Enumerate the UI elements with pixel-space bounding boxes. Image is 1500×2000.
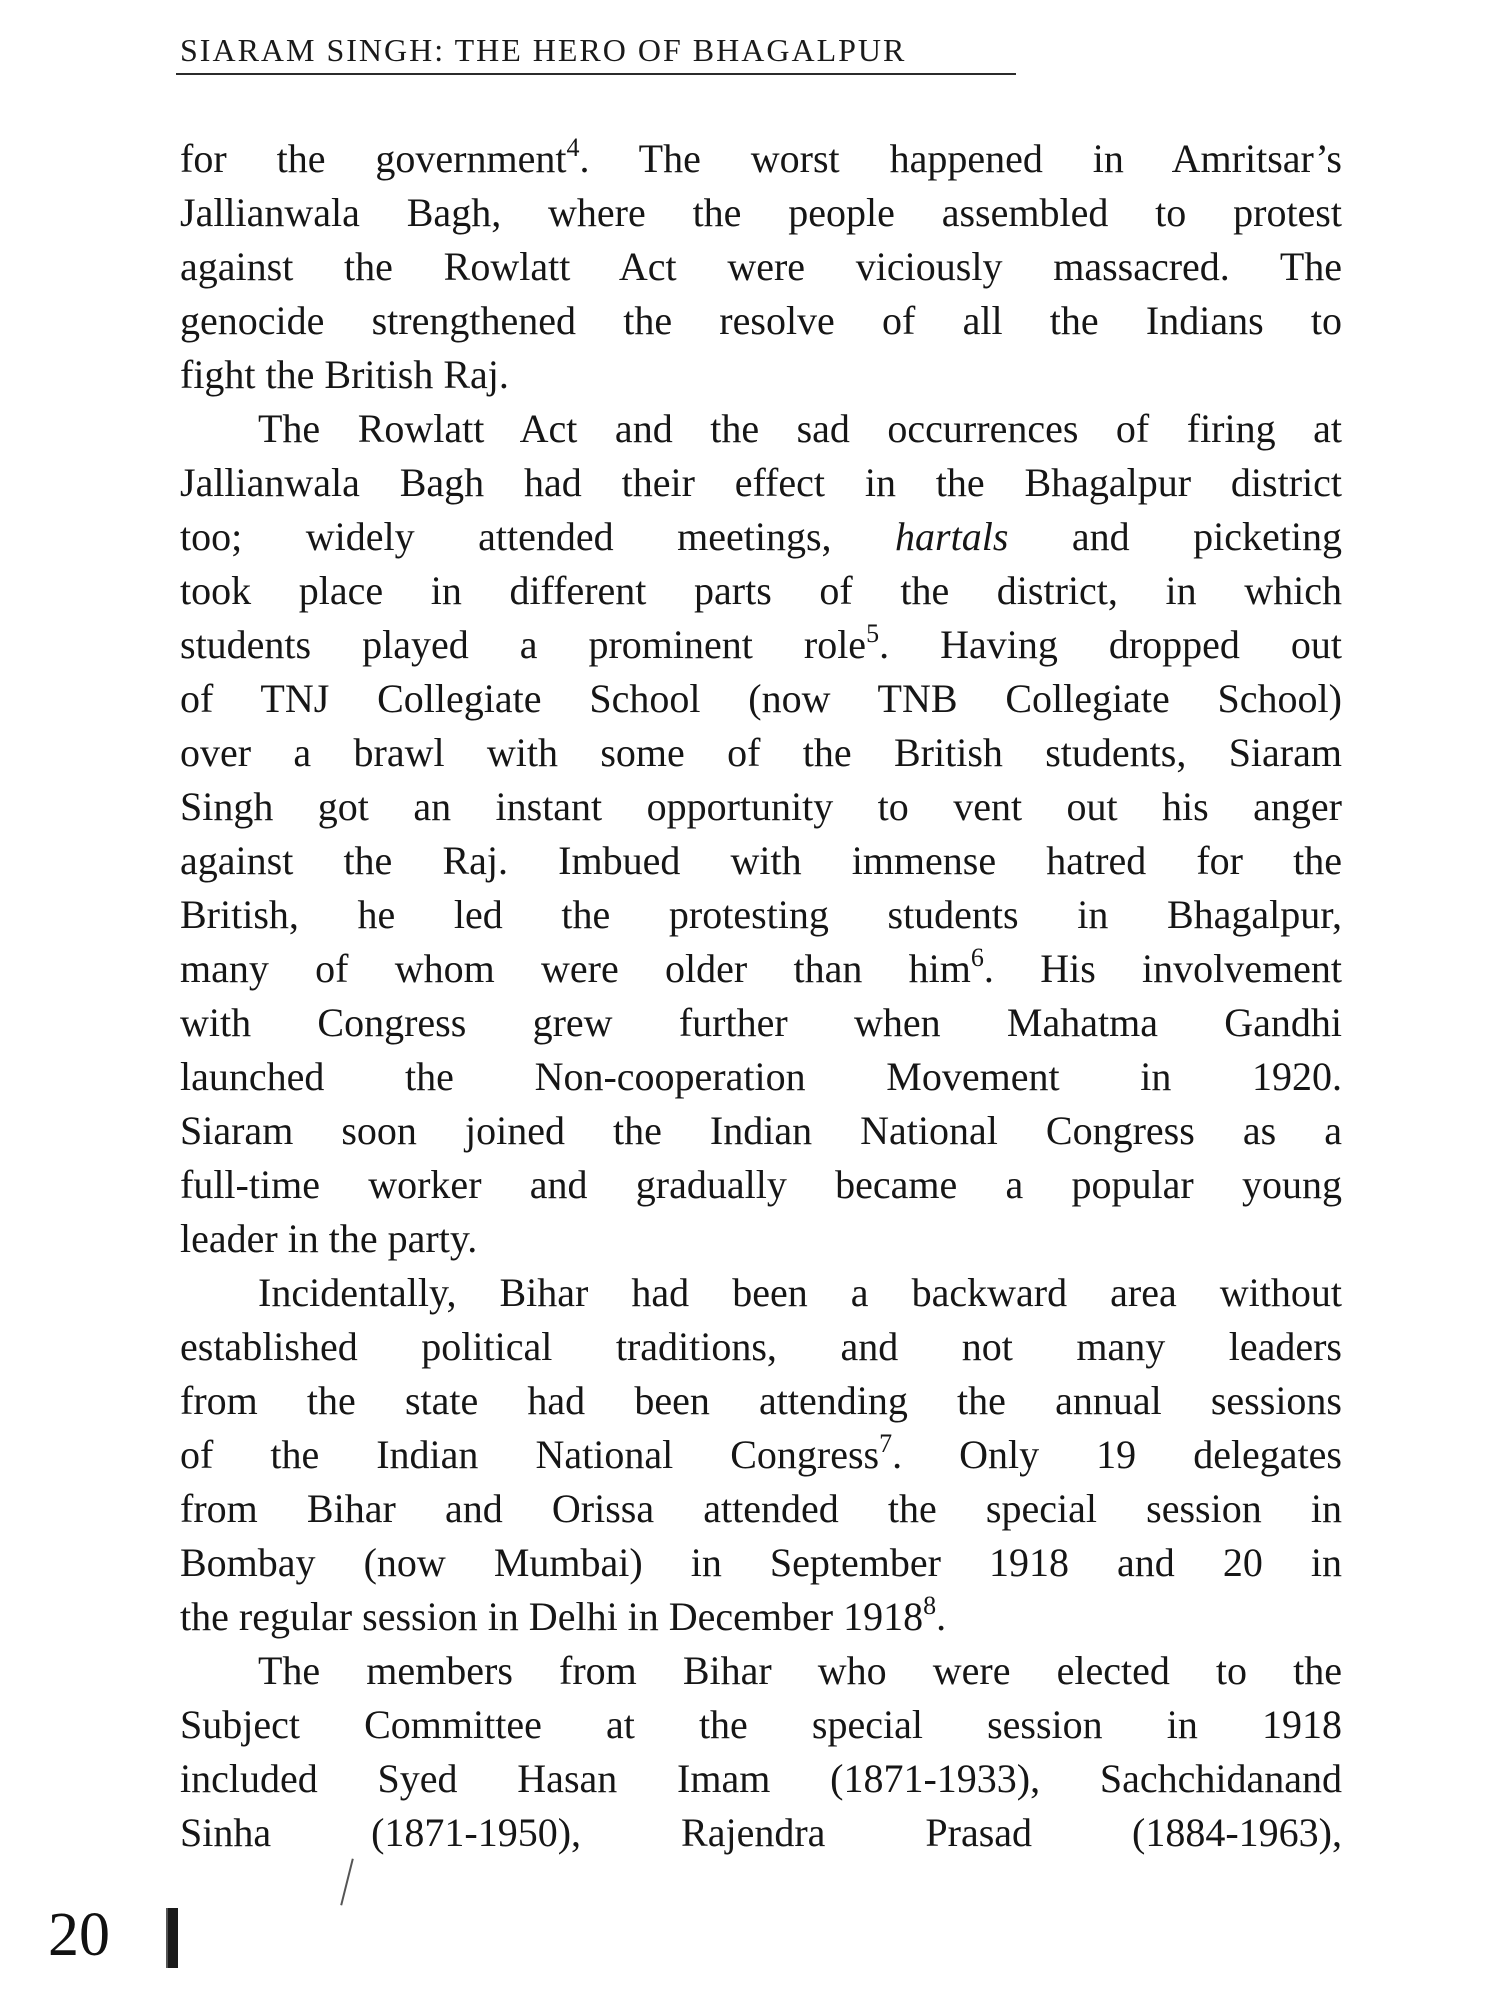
footnote-ref: 8 [923, 1590, 937, 1620]
stray-pen-mark [340, 1858, 354, 1905]
page-number-bar [166, 1908, 178, 1968]
page-number: 20 [48, 1901, 110, 1969]
text-line: Jallianwala Bagh, where the people assembled to protest [180, 190, 1342, 235]
header-rule [176, 73, 1016, 75]
text-line: took place in different parts of the district, in which [180, 568, 1342, 613]
footnote-ref: 4 [566, 132, 580, 162]
text-line: against the Raj. Imbued with immense hatred for the [180, 838, 1342, 883]
text-line: with Congress grew further when Mahatma Gandhi [180, 1000, 1342, 1045]
text-line: Bombay (now Mumbai) in September 1918 and 20 in [180, 1540, 1342, 1585]
paragraph-start: Incidentally, Bihar had been a backward area without [258, 1270, 1342, 1315]
text-line: the regular session in Delhi in December 1918$^8$. [180, 1590, 947, 1639]
text-line: Sinha (1871-1950), Rajendra Prasad (1884-1963), [180, 1810, 1342, 1855]
text-line: many of whom were older than him$^6$. His involvement [180, 942, 1343, 991]
text-line: from the state had been attending the annual sessions [180, 1378, 1342, 1423]
text-line: launched the Non-cooperation Movement in 1920. [180, 1054, 1342, 1099]
footnote-ref: 5 [866, 618, 880, 648]
text-line: genocide strengthened the resolve of all the Indians to [180, 298, 1342, 343]
text-line: leader in the party. [180, 1216, 478, 1261]
paragraph-start: The members from Bihar who were elected to the [258, 1648, 1342, 1693]
text-line: British, he led the protesting students in Bhagalpur, [180, 892, 1342, 937]
text-line: included Syed Hasan Imam (1871-1933), Sachchidanand [180, 1756, 1342, 1801]
text-line: Jallianwala Bagh had their effect in the Bhagalpur district [180, 460, 1342, 505]
text-line: against the Rowlatt Act were viciously massacred. The [180, 244, 1342, 289]
text-line: from Bihar and Orissa attended the special session in [180, 1486, 1342, 1531]
text-line: students played a prominent role$^5$. Having dropped out [180, 618, 1342, 667]
text-line: of the Indian National Congress$^7$. Only 19 delegates [180, 1428, 1342, 1477]
body-text [180, 132, 1342, 1860]
footnote-ref: 7 [879, 1428, 893, 1458]
text-line: established political traditions, and not many leaders [180, 1324, 1342, 1369]
running-header: SIARAM SINGH: THE HERO OF BHAGALPUR [180, 32, 907, 68]
text-line: fight the British Raj. [180, 352, 509, 397]
text-line: of TNJ Collegiate School (now TNB Collegiate School) [180, 676, 1342, 721]
text-line: Subject Committee at the special session in 1918 [180, 1702, 1342, 1747]
italic-term: hartals [895, 514, 1009, 559]
text-line: Singh got an instant opportunity to vent out his anger [180, 784, 1342, 829]
text-line: Siaram soon joined the Indian National Congress as a [180, 1108, 1342, 1153]
text-line: over a brawl with some of the British students, Siaram [180, 730, 1342, 775]
paragraph-start: The Rowlatt Act and the sad occurrences of firing at [258, 406, 1342, 451]
text-line: full-time worker and gradually became a popular young [180, 1162, 1342, 1207]
text-line: too; widely attended meetings, hartals and picketing [180, 514, 1343, 559]
text-line: for the government$^4$. The worst happened in Amritsar’s [180, 132, 1342, 181]
footnote-ref: 6 [970, 942, 984, 972]
